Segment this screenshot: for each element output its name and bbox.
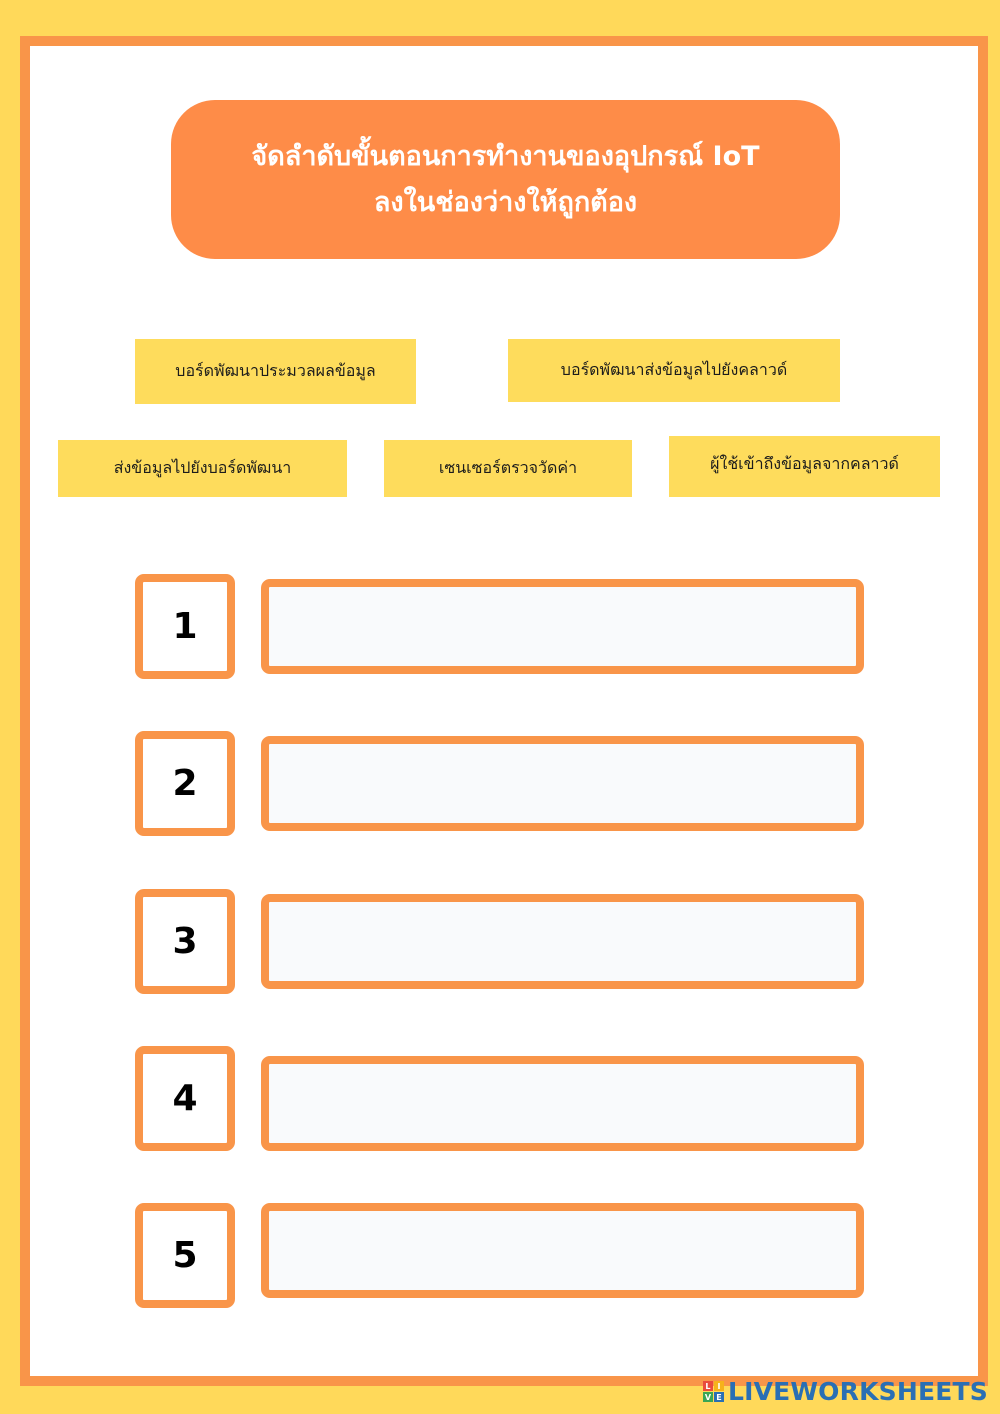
choice-chip-user-access-cloud[interactable]: ผู้ใช้เข้าถึงข้อมูลจากคลาวด์: [669, 436, 940, 497]
logo-letter-i: I: [714, 1381, 724, 1391]
choice-chip-send-to-board[interactable]: ส่งข้อมูลไปยังบอร์ดพัฒนา: [58, 440, 347, 497]
answer-drop-box-3[interactable]: [261, 894, 864, 989]
instruction-banner: [171, 100, 840, 259]
step-number-box: [135, 1046, 235, 1151]
step-number: 3: [172, 921, 198, 962]
step-number: 2: [172, 763, 198, 804]
instruction-line-1: จัดลำดับขั้นตอนการทำงานของอุปกรณ์ IoT: [251, 140, 760, 172]
answer-drop-box-1[interactable]: [261, 579, 864, 674]
logo-letter-e: E: [714, 1392, 724, 1402]
logo-letter-l: L: [703, 1381, 713, 1391]
step-number-box: [135, 1203, 235, 1308]
choice-chip-process-data[interactable]: บอร์ดพัฒนาประมวลผลข้อมูล: [135, 339, 416, 404]
instruction-line-2: ลงในช่องว่างให้ถูกต้อง: [373, 186, 638, 218]
liveworksheets-logo: [703, 1377, 988, 1406]
brand-name: LIVEWORKSHEETS: [727, 1377, 988, 1406]
live-logo-icon: [703, 1381, 724, 1402]
logo-letter-v: V: [704, 1392, 712, 1402]
step-number-box: [135, 889, 235, 994]
step-number-box: [135, 731, 235, 836]
answer-drop-box-2[interactable]: [261, 736, 864, 831]
answer-drop-box-5[interactable]: [261, 1203, 864, 1298]
answer-drop-box-4[interactable]: [261, 1056, 864, 1151]
choice-chip-send-to-cloud[interactable]: บอร์ดพัฒนาส่งข้อมูลไปยังคลาวด์: [508, 339, 840, 402]
choice-chip-sensor-measure[interactable]: เซนเซอร์ตรวจวัดค่า: [384, 440, 632, 497]
step-number: 1: [172, 606, 198, 647]
step-number: 4: [172, 1078, 198, 1119]
step-number: 5: [172, 1235, 198, 1276]
step-number-box: [135, 574, 235, 679]
